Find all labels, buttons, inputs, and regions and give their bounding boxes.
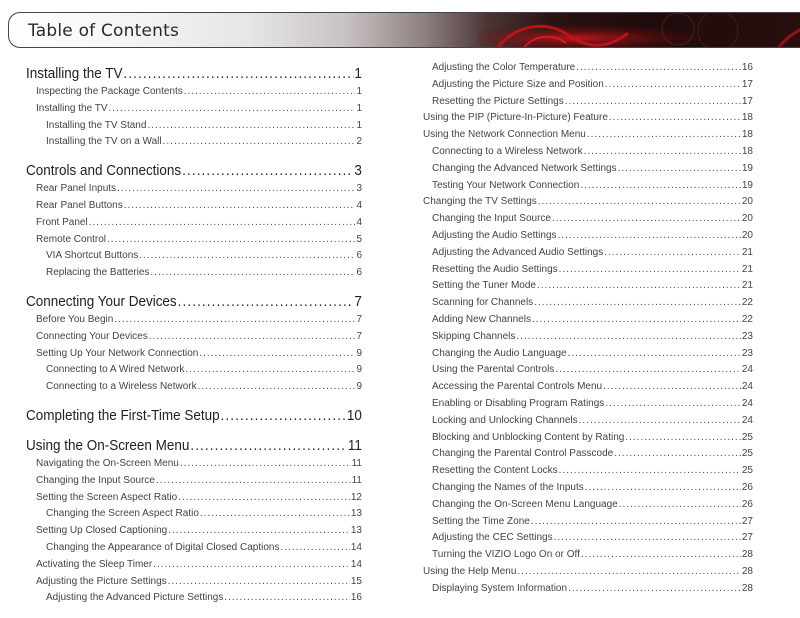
dot-leader bbox=[579, 413, 741, 430]
toc-entry[interactable] bbox=[423, 278, 753, 295]
dot-leader bbox=[139, 248, 355, 265]
toc-entry-title: Rear Panel Buttons bbox=[36, 199, 123, 211]
dot-leader bbox=[584, 144, 741, 161]
section-gap bbox=[26, 151, 362, 157]
toc-entry-title: Rear Panel Inputs bbox=[36, 183, 117, 195]
dot-leader bbox=[114, 312, 355, 329]
dot-leader bbox=[182, 161, 353, 181]
section-gap bbox=[26, 396, 362, 402]
toc-entry-title: Enabling or Disabling Program Ratings bbox=[432, 397, 605, 409]
toc-entry-title: Changing the Input Source bbox=[432, 213, 551, 225]
toc-entry-title: Adjusting the Advanced Audio Settings bbox=[432, 246, 604, 258]
toc-entry-title: VIA Shortcut Buttons bbox=[46, 250, 139, 262]
toc-entry-title: Adjusting the Advanced Picture Settings bbox=[46, 592, 224, 604]
dot-leader bbox=[178, 292, 354, 312]
dot-leader bbox=[532, 312, 741, 329]
dot-leader bbox=[184, 84, 356, 101]
toc-entry-title: Blocking and Unblocking Content by Rating bbox=[432, 431, 625, 443]
dot-leader bbox=[168, 523, 350, 540]
toc-entry-page-number: 25 bbox=[741, 448, 753, 460]
toc-entry[interactable] bbox=[423, 144, 753, 161]
dot-leader bbox=[559, 463, 741, 480]
toc-entry[interactable] bbox=[26, 198, 362, 215]
toc-entry-title: Navigating the On-Screen Menu bbox=[36, 457, 179, 469]
toc-entry-page-number: 3 bbox=[354, 163, 362, 180]
toc-entry-title: Using the Parental Controls bbox=[432, 364, 555, 376]
dot-leader bbox=[619, 497, 741, 514]
toc-entry[interactable] bbox=[26, 181, 362, 198]
dot-leader bbox=[156, 473, 351, 490]
toc-entry[interactable] bbox=[26, 265, 362, 282]
toc-chapter-entry[interactable] bbox=[26, 406, 362, 426]
dot-leader bbox=[581, 547, 741, 564]
toc-entry-page-number: 11 bbox=[351, 457, 362, 469]
toc-entry[interactable] bbox=[423, 564, 753, 581]
dot-leader bbox=[190, 436, 347, 456]
toc-entry[interactable] bbox=[423, 346, 753, 363]
dot-leader bbox=[185, 362, 355, 379]
toc-entry-title: Testing Your Network Connection bbox=[432, 179, 580, 191]
toc-entry-page-number: 17 bbox=[741, 78, 753, 90]
toc-entry[interactable] bbox=[423, 581, 753, 598]
toc-entry-title: Resetting the Picture Settings bbox=[432, 95, 564, 107]
dot-leader bbox=[221, 406, 346, 426]
toc-entry[interactable] bbox=[423, 329, 753, 346]
dot-leader bbox=[180, 456, 351, 473]
dot-leader bbox=[605, 396, 741, 413]
toc-entry-title: Connecting Your Devices bbox=[26, 293, 177, 310]
dot-leader bbox=[281, 540, 350, 557]
toc-entry-page-number: 16 bbox=[741, 62, 753, 73]
toc-entry-page-number: 1 bbox=[356, 86, 362, 97]
toc-entry-page-number: 20 bbox=[741, 213, 753, 225]
toc-entry-page-number: 10 bbox=[346, 407, 362, 424]
dot-leader bbox=[559, 262, 741, 279]
toc-entry-title: Adjusting the Picture Settings bbox=[36, 575, 167, 587]
toc-entry-page-number: 20 bbox=[741, 196, 753, 208]
toc-entry-title: Installing the TV bbox=[26, 66, 123, 82]
toc-entry[interactable] bbox=[423, 127, 753, 144]
toc-entry-title: Changing the Parental Control Passcode bbox=[432, 448, 614, 460]
toc-entry-page-number: 6 bbox=[356, 250, 362, 262]
toc-entry-title: Connecting to a Wireless Network bbox=[432, 145, 583, 157]
toc-entry-title: Adjusting the Color Temperature bbox=[432, 62, 576, 73]
toc-entry[interactable] bbox=[26, 557, 362, 574]
toc-right-column bbox=[423, 60, 753, 598]
toc-entry[interactable] bbox=[26, 248, 362, 265]
toc-entry[interactable] bbox=[423, 245, 753, 262]
toc-entry-title: Changing the Audio Language bbox=[432, 347, 567, 359]
dot-leader bbox=[531, 514, 741, 531]
section-gap bbox=[26, 282, 362, 288]
toc-entry-page-number: 24 bbox=[741, 397, 753, 409]
toc-entry[interactable] bbox=[26, 118, 362, 135]
toc-entry-page-number: 21 bbox=[741, 263, 753, 275]
toc-entry-title: Adjusting the CEC Settings bbox=[432, 532, 553, 544]
toc-entry-title: Connecting to a Wireless Network bbox=[46, 381, 197, 393]
toc-entry-page-number: 9 bbox=[356, 347, 362, 359]
toc-entry-title: Changing the Screen Aspect Ratio bbox=[46, 508, 199, 520]
toc-entry-title: Locking and Unlocking Channels bbox=[432, 414, 578, 426]
dot-leader bbox=[552, 211, 741, 228]
dot-leader bbox=[117, 181, 355, 198]
toc-entry-page-number: 22 bbox=[741, 313, 753, 325]
toc-entry[interactable] bbox=[26, 329, 362, 346]
toc-entry-title: Setting the Tuner Mode bbox=[432, 280, 536, 292]
toc-entry-title: Displaying System Information bbox=[432, 582, 568, 594]
decorative-red-swirl-icon bbox=[478, 13, 800, 48]
toc-entry[interactable] bbox=[26, 101, 362, 118]
toc-entry-page-number: 24 bbox=[741, 364, 753, 376]
toc-entry[interactable] bbox=[26, 215, 362, 232]
dot-leader bbox=[89, 215, 356, 232]
toc-entry[interactable] bbox=[26, 232, 362, 249]
toc-entry[interactable] bbox=[423, 530, 753, 547]
toc-entry-page-number: 13 bbox=[350, 508, 362, 520]
toc-entry-title: Using the Help Menu bbox=[423, 565, 517, 577]
dot-leader bbox=[604, 245, 741, 262]
toc-entry-page-number: 3 bbox=[356, 183, 362, 195]
dot-leader bbox=[555, 362, 741, 379]
toc-entry-page-number: 26 bbox=[741, 498, 753, 510]
toc-entry-page-number: 21 bbox=[741, 280, 753, 292]
toc-entry-title: Front Panel bbox=[36, 216, 88, 228]
dot-leader bbox=[554, 530, 741, 547]
dot-leader bbox=[585, 480, 741, 497]
toc-entry[interactable] bbox=[423, 110, 753, 127]
dot-leader bbox=[568, 581, 741, 598]
dot-leader bbox=[124, 198, 356, 215]
dot-leader bbox=[150, 265, 355, 282]
toc-entry-title: Changing the TV Settings bbox=[423, 196, 537, 208]
toc-entry-page-number: 1 bbox=[356, 102, 362, 114]
toc-entry-page-number: 7 bbox=[356, 330, 362, 342]
toc-entry[interactable] bbox=[26, 362, 362, 379]
toc-entry-page-number: 11 bbox=[351, 474, 362, 486]
toc-entry-page-number: 23 bbox=[741, 330, 753, 342]
toc-entry-title: Installing the TV on a Wall bbox=[46, 136, 162, 148]
toc-entry[interactable] bbox=[423, 77, 753, 94]
toc-entry-title: Skipping Channels bbox=[432, 330, 516, 342]
page-title: Table of Contents bbox=[28, 21, 180, 41]
toc-left-column bbox=[26, 60, 362, 607]
dot-leader bbox=[537, 278, 741, 295]
toc-entry-title: Adjusting the Picture Size and Position bbox=[432, 78, 604, 90]
toc-entry-page-number: 7 bbox=[356, 313, 362, 325]
toc-entry[interactable] bbox=[26, 379, 362, 396]
toc-entry-page-number: 1 bbox=[356, 119, 362, 131]
toc-entry-page-number: 19 bbox=[741, 162, 753, 174]
toc-entry-title: Connecting to A Wired Network bbox=[46, 364, 185, 376]
toc-entry-title: Changing the Input Source bbox=[36, 474, 155, 486]
dot-leader bbox=[224, 590, 350, 607]
toc-entry-title: Using the Network Connection Menu bbox=[423, 129, 586, 141]
dot-leader bbox=[565, 94, 741, 111]
toc-entry-title: Setting Up Your Network Connection bbox=[36, 347, 199, 359]
toc-entry-page-number: 11 bbox=[347, 437, 362, 454]
dot-leader bbox=[614, 446, 741, 463]
toc-entry-title: Changing the On-Screen Menu Language bbox=[432, 498, 618, 510]
toc-entry-title: Turning the VIZIO Logo On or Off bbox=[432, 549, 580, 561]
toc-entry-title: Using the On-Screen Menu bbox=[26, 437, 190, 454]
toc-entry[interactable] bbox=[26, 523, 362, 540]
toc-entry-page-number: 13 bbox=[350, 525, 362, 537]
toc-entry-page-number: 15 bbox=[350, 575, 362, 587]
toc-entry[interactable] bbox=[26, 346, 362, 363]
dot-leader bbox=[149, 329, 356, 346]
toc-entry[interactable] bbox=[423, 480, 753, 497]
toc-entry-title: Changing the Appearance of Digital Closed Captions bbox=[46, 541, 280, 553]
toc-entry-page-number: 25 bbox=[741, 431, 753, 443]
toc-entry[interactable] bbox=[423, 211, 753, 228]
toc-entry[interactable] bbox=[423, 413, 753, 430]
toc-entry-title: Activating the Sleep Timer bbox=[36, 558, 153, 570]
toc-chapter-entry[interactable] bbox=[26, 436, 362, 456]
dot-leader bbox=[163, 134, 356, 151]
toc-entry-title: Setting the Screen Aspect Ratio bbox=[36, 491, 178, 503]
dot-leader bbox=[109, 101, 356, 118]
section-gap bbox=[26, 426, 362, 432]
dot-leader bbox=[107, 232, 355, 249]
toc-entry-page-number: 24 bbox=[741, 414, 753, 426]
dot-leader bbox=[558, 228, 741, 245]
toc-entry-page-number: 1 bbox=[354, 66, 362, 82]
toc-entry-title: Replacing the Batteries bbox=[46, 267, 150, 279]
dot-leader bbox=[603, 379, 741, 396]
dot-leader bbox=[123, 64, 353, 84]
dot-leader bbox=[178, 490, 350, 507]
dot-leader bbox=[199, 346, 355, 363]
toc-entry[interactable] bbox=[423, 262, 753, 279]
toc-entry-page-number: 5 bbox=[356, 233, 362, 245]
toc-entry-title: Changing the Names of the Inputs bbox=[432, 481, 584, 493]
toc-entry-page-number: 18 bbox=[741, 112, 753, 124]
toc-entry-page-number: 26 bbox=[741, 481, 753, 493]
toc-entry[interactable] bbox=[26, 456, 362, 473]
toc-entry-page-number: 28 bbox=[741, 582, 753, 594]
toc-entry-page-number: 27 bbox=[741, 515, 753, 527]
toc-entry-page-number: 14 bbox=[350, 541, 362, 553]
toc-entry[interactable] bbox=[423, 379, 753, 396]
toc-entry-page-number: 21 bbox=[741, 246, 753, 258]
toc-entry-page-number: 24 bbox=[741, 381, 753, 393]
toc-entry[interactable] bbox=[423, 295, 753, 312]
toc-entry-page-number: 7 bbox=[354, 293, 362, 310]
toc-entry[interactable] bbox=[423, 161, 753, 178]
dot-leader bbox=[153, 557, 350, 574]
toc-entry-page-number: 17 bbox=[741, 95, 753, 107]
toc-entry[interactable] bbox=[423, 60, 753, 77]
toc-entry[interactable] bbox=[423, 228, 753, 245]
toc-entry[interactable] bbox=[26, 473, 362, 490]
toc-entry-page-number: 18 bbox=[741, 145, 753, 157]
toc-entry[interactable] bbox=[26, 312, 362, 329]
toc-entry-title: Inspecting the Package Contents bbox=[36, 86, 183, 97]
toc-entry-title: Changing the Advanced Network Settings bbox=[432, 162, 617, 174]
dot-leader bbox=[200, 506, 350, 523]
toc-entry-page-number: 28 bbox=[741, 549, 753, 561]
toc-entry-title: Resetting the Content Locks bbox=[432, 465, 558, 477]
toc-entry-title: Before You Begin bbox=[36, 313, 114, 325]
toc-entry[interactable] bbox=[26, 574, 362, 591]
toc-entry[interactable] bbox=[423, 497, 753, 514]
toc-entry[interactable] bbox=[423, 396, 753, 413]
dot-leader bbox=[198, 379, 356, 396]
toc-entry-title: Controls and Connections bbox=[26, 163, 182, 180]
toc-entry-page-number: 12 bbox=[350, 491, 362, 503]
toc-chapter-entry[interactable] bbox=[26, 64, 362, 84]
toc-entry-page-number: 20 bbox=[741, 229, 753, 241]
toc-entry-title: Setting the Time Zone bbox=[432, 515, 530, 527]
dot-leader bbox=[147, 118, 355, 135]
header-banner bbox=[8, 12, 800, 48]
toc-entry[interactable] bbox=[423, 463, 753, 480]
toc-chapter-entry[interactable] bbox=[26, 292, 362, 312]
dot-leader bbox=[538, 194, 741, 211]
toc-entry-title: Adjusting the Audio Settings bbox=[432, 229, 557, 241]
toc-entry-page-number: 4 bbox=[356, 199, 362, 211]
toc-entry[interactable] bbox=[26, 506, 362, 523]
toc-entry-title: Adding New Channels bbox=[432, 313, 531, 325]
dot-leader bbox=[576, 60, 741, 77]
toc-entry-title: Remote Control bbox=[36, 233, 107, 245]
toc-entry-title: Accessing the Parental Controls Menu bbox=[432, 381, 603, 393]
toc-entry[interactable] bbox=[423, 446, 753, 463]
toc-entry[interactable] bbox=[423, 312, 753, 329]
dot-leader bbox=[516, 329, 740, 346]
toc-entry-page-number: 19 bbox=[741, 179, 753, 191]
toc-entry[interactable] bbox=[423, 430, 753, 447]
toc-entry-page-number: 2 bbox=[356, 136, 362, 148]
toc-entry[interactable] bbox=[423, 178, 753, 195]
dot-leader bbox=[517, 564, 740, 581]
dot-leader bbox=[625, 430, 741, 447]
dot-leader bbox=[534, 295, 741, 312]
toc-entry[interactable] bbox=[423, 547, 753, 564]
toc-entry-page-number: 27 bbox=[741, 532, 753, 544]
toc-entry-title: Installing the TV bbox=[36, 102, 108, 114]
toc-entry-page-number: 9 bbox=[356, 364, 362, 376]
toc-entry[interactable] bbox=[26, 84, 362, 101]
toc-entry-page-number: 9 bbox=[356, 381, 362, 393]
toc-entry[interactable] bbox=[423, 94, 753, 111]
dot-leader bbox=[605, 77, 741, 94]
toc-entry-page-number: 14 bbox=[350, 558, 362, 570]
toc-entry[interactable] bbox=[423, 362, 753, 379]
toc-entry-title: Connecting Your Devices bbox=[36, 330, 148, 342]
dot-leader bbox=[609, 110, 741, 127]
dot-leader bbox=[568, 346, 741, 363]
dot-leader bbox=[168, 574, 350, 591]
toc-entry-title: Installing the TV Stand bbox=[46, 119, 147, 131]
toc-entry-title: Setting Up Closed Captioning bbox=[36, 525, 168, 537]
toc-entry[interactable] bbox=[26, 590, 362, 607]
toc-entry-title: Using the PIP (Picture-In-Picture) Feature bbox=[423, 112, 608, 124]
toc-entry[interactable] bbox=[26, 134, 362, 151]
dot-leader bbox=[618, 161, 741, 178]
toc-entry-title: Completing the First-Time Setup bbox=[26, 407, 220, 424]
toc-chapter-entry[interactable] bbox=[26, 161, 362, 181]
toc-entry-page-number: 6 bbox=[356, 267, 362, 279]
toc-entry-page-number: 18 bbox=[741, 129, 753, 141]
toc-entry-page-number: 28 bbox=[741, 565, 753, 577]
toc-entry-page-number: 25 bbox=[741, 465, 753, 477]
toc-entry-title: Resetting the Audio Settings bbox=[432, 263, 558, 275]
toc-entry[interactable] bbox=[423, 514, 753, 531]
dot-leader bbox=[587, 127, 741, 144]
dot-leader bbox=[580, 178, 741, 195]
toc-entry-page-number: 4 bbox=[356, 216, 362, 228]
toc-entry-page-number: 16 bbox=[350, 592, 362, 604]
toc-entry-page-number: 22 bbox=[741, 297, 753, 309]
toc-entry-title: Scanning for Channels bbox=[432, 297, 534, 309]
toc-entry[interactable] bbox=[26, 490, 362, 507]
toc-entry[interactable] bbox=[423, 194, 753, 211]
toc-entry[interactable] bbox=[26, 540, 362, 557]
toc-entry-page-number: 23 bbox=[741, 347, 753, 359]
